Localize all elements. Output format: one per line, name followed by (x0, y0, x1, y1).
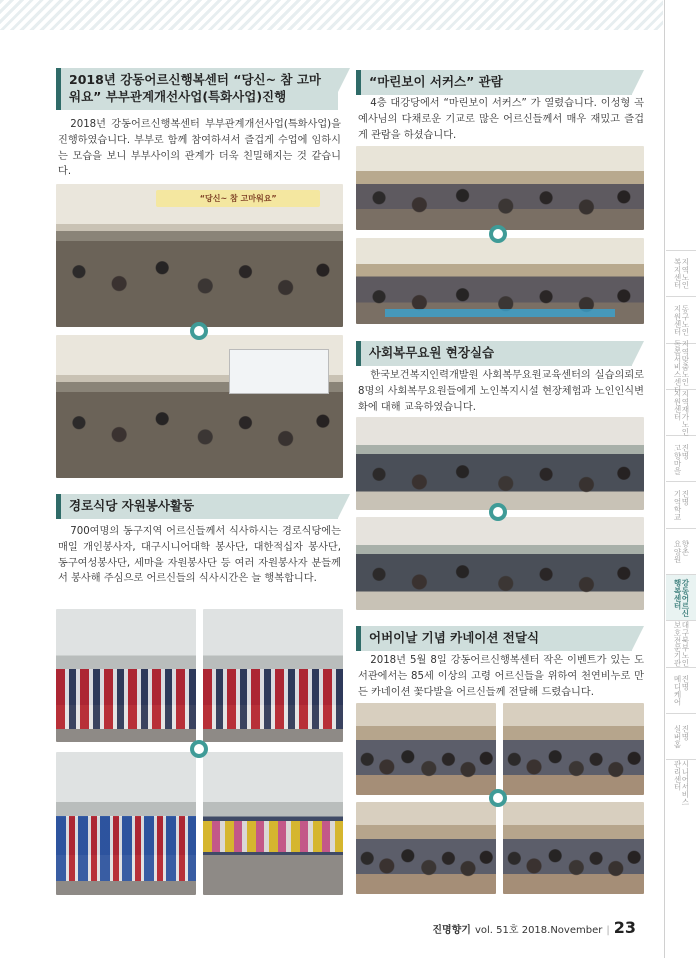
photo-circus-2 (356, 238, 644, 324)
body-field-practice (358, 368, 644, 415)
body-field-practice-text: 한국보건복지인력개발원 사회복무요원교육센터의 실습의뢰로 8명의 사회복무요원들에게 노인복지시설 현장체험과 노인인식변화에 대해 교육하였습니다. (358, 370, 644, 413)
side-tab-4[interactable] (666, 435, 696, 481)
photo-connector-circle (489, 225, 507, 243)
heading-volunteer (56, 494, 338, 519)
photo-banner (156, 190, 320, 207)
side-tab-label: 진명 고향마을 (673, 443, 690, 475)
heading-field-practice (356, 341, 632, 366)
photo-connector-circle (190, 740, 208, 758)
side-tab-3[interactable] (666, 389, 696, 435)
side-tab-label: 시니어서비스 관리센터 (673, 760, 690, 806)
photo-volunteer-1 (56, 609, 196, 742)
photo-couple-class-2 (56, 335, 343, 478)
photo-crowd (503, 843, 644, 894)
side-tab-10[interactable] (666, 713, 696, 759)
photo-circus-1 (356, 146, 644, 230)
page-footer (432, 918, 636, 937)
side-tab-label: 진명 기억학교 (673, 489, 690, 521)
photo-mat (385, 309, 615, 318)
photo-volunteers (203, 821, 343, 852)
body-carnation (358, 653, 644, 700)
photo-banner-text: “당신~ 참 고마워요” (199, 193, 277, 203)
side-tab-2[interactable] (666, 339, 696, 393)
side-tab-6[interactable] (666, 528, 696, 574)
side-tab-7[interactable] (666, 574, 696, 620)
side-tab-label: 지역맞춤노인 돌봄서비스센터 (673, 339, 690, 393)
photo-carnation-4 (503, 802, 644, 894)
photo-connector-circle (190, 322, 208, 340)
photo-volunteers (203, 669, 343, 729)
photo-screen (229, 349, 329, 394)
photo-practice-2 (356, 517, 644, 610)
heading-carnation-text: 어버이날 기념 카네이션 전달식 (369, 630, 540, 645)
footer-separator: | (606, 925, 610, 936)
publication-name: 진명향기 (432, 925, 471, 936)
side-tab-5[interactable] (666, 481, 696, 527)
page-number: 23 (613, 918, 636, 937)
heading-circus-text: “마린보이 서커스” 관람 (369, 74, 503, 89)
side-tab-1[interactable] (666, 296, 696, 342)
photo-volunteers (56, 816, 196, 880)
photo-carnation-3 (356, 802, 496, 894)
side-tab-11[interactable] (666, 759, 696, 805)
side-tab-list (666, 250, 696, 806)
side-tab-label: 향촌 요양원 (673, 540, 690, 563)
side-tab-0[interactable] (666, 250, 696, 296)
side-tab-label: 동구노인 지원센터 (673, 304, 690, 336)
side-tab-label: 진명 실버홈 (673, 725, 690, 749)
photo-crowd (56, 248, 343, 327)
heading-circus (356, 70, 632, 95)
heading-couple-program-text: 2018년 강동어르신행복센터 “당신~ 참 고마워요” 부부관계개선사업(특화사업)진행 (69, 72, 322, 104)
photo-volunteer-3 (56, 752, 196, 895)
heading-carnation (356, 626, 632, 651)
issue-info: vol. 51호 2018.November (474, 925, 603, 936)
body-circus (358, 96, 644, 143)
photo-volunteer-4 (203, 752, 343, 895)
side-tab-8[interactable] (666, 620, 696, 666)
body-couple-program (58, 117, 341, 180)
body-volunteer (58, 524, 341, 587)
side-tab-label: 강동어르신 행복센터 (673, 578, 690, 617)
photo-carnation-1 (356, 703, 496, 795)
photo-crowd (356, 559, 644, 610)
side-tab-label: 지역노인 복지센터 (673, 258, 690, 289)
side-divider (664, 0, 665, 958)
photo-crowd (503, 744, 644, 795)
heading-field-practice-text: 사회복무요원 현장실습 (369, 345, 495, 360)
photo-practice-1 (356, 417, 644, 510)
side-tab-label: 지역재가노인 지원센터 (673, 389, 690, 436)
photo-crowd (56, 399, 343, 478)
heading-volunteer-text: 경로식당 자원봉사활동 (69, 498, 195, 513)
photo-crowd (356, 285, 644, 324)
photo-volunteers (56, 669, 196, 729)
body-couple-program-text: 2018년 강동어르신행복센터 부부관계개선사업(특화사업)을 진행하였습니다. 부부로 함께 참여하셔서 즐겁게 수업에 임하시는 모습을 보니 부부사이의 관계가 더욱 친밀해지는 것 같습니다. (58, 119, 341, 178)
photo-crowd (356, 184, 644, 230)
photo-crowd (356, 744, 496, 795)
body-circus-text: 4층 대강당에서 “마린보이 서커스” 가 열렸습니다. 이성형 곡예사님의 다채로운 기교로 많은 어르신들께서 매우 재밌고 즐겁게 관람을 하셨습니다. (358, 98, 644, 141)
side-tab-label: 대구북부노인 보호전문기관 (673, 621, 690, 667)
body-carnation-text: 2018년 5월 8일 강동어르신행복센터 작은 이벤트가 있는 도서관에서는 85세 이상의 고령 어르신들을 위하여 천연비누로 만든 카네이션 꽃다발을 어르신들께 전달해 드렸습니다. (358, 655, 644, 698)
photo-connector-circle (489, 789, 507, 807)
side-tab-9[interactable] (666, 667, 696, 713)
photo-volunteer-2 (203, 609, 343, 742)
heading-couple-program (56, 68, 338, 110)
photo-carnation-2 (503, 703, 644, 795)
side-tab-label: 진명 메디케어 (673, 675, 690, 706)
body-volunteer-text: 700여명의 동구지역 어르신들께서 식사하시는 경로식당에는 매일 개인봉사자, 대구시니어대학 봉사단, 대한적십자 봉사단, 동구여성봉사단, 세마을 자원봉사단 등 여러 자원봉사자 분들께서 봉사해 주심으로 어르신들의 식사시간은 늘 행복합니다. (58, 526, 341, 585)
photo-connector-circle (489, 503, 507, 521)
photo-couple-class-1 (56, 184, 343, 327)
top-hatch-band (0, 0, 663, 30)
photo-crowd (356, 843, 496, 894)
